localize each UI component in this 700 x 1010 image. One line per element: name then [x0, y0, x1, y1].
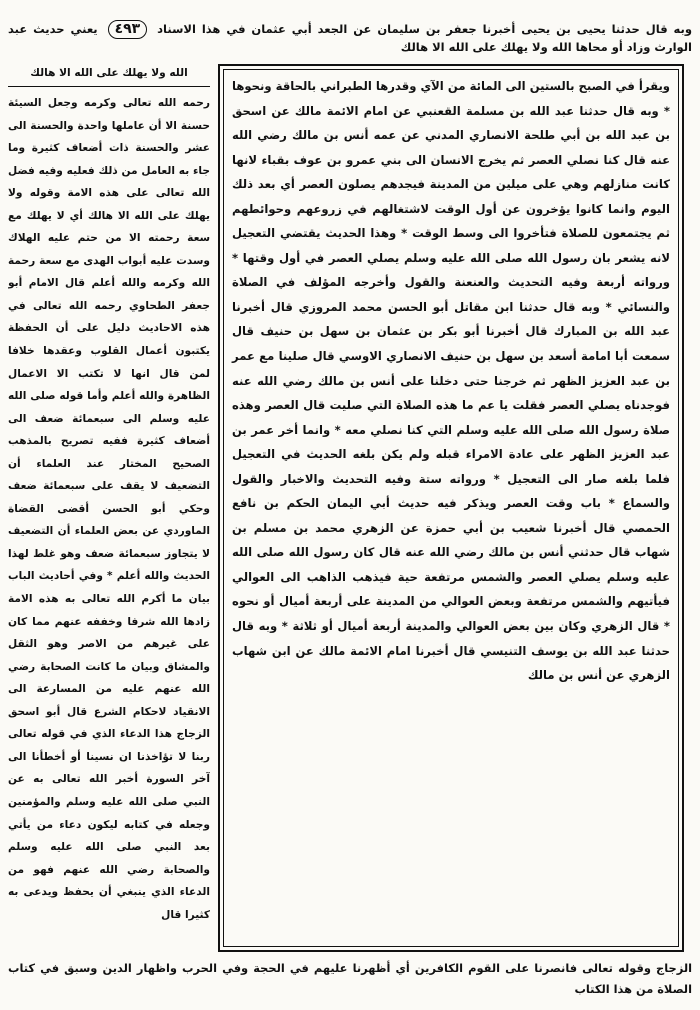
main-commentary-text: ويقرأ في الصبح بالستين الى المائة من الآي وقدرها الطبراني بالحاقة ونحوها * وبه قال حدثنا عبد الله بن مسلمة القعنبي عن امام الائمة مالك عن اسحق بن عبد الله بن أبي طلحة الانصاري المدني عن عمه أنس بن مالك رضي الله عنه قال كنا نصلي العصر ثم يخرج الانسان الى بني عمرو بن عوف بقباء لانها كانت منازلهم وهي على ميلين من المدينة فيجدهم يصلون العصر أي بعد ذلك اليوم وانما كانوا يؤخرون عن أول الوقت لاشتغالهم في زروعهم وحوائطهم ثم يجتمعون للصلاة فتأخروا الى وسط الوقت * وهذا الحديث يقتضي التعجيل لانه يشعر بان رسول الله صلى الله عليه وسلم يصلي العصر في أول وقتها * ورواته أربعة وفيه التحديث والعنعنة والقول وأخرجه المؤلف في الصلاة والنسائي * وبه قال حدثنا ابن مقاتل أبو الحسن محمد المروزي قال أخبرنا عبد الله بن المبارك قال أخبرنا أبو بكر بن عثمان بن سهل بن حنيف قال سمعت أبا امامة أسعد بن سهل بن حنيف الانصاري الاوسي قال صلينا مع عمر بن عبد العزيز الظهر ثم خرجنا حتى دخلنا على أنس بن مالك رضي الله عنه فوجدناه يصلي العصر فقلت يا عم ما هذه الصلاة التي صليت قال العصر وهذه صلاة رسول الله صلى الله عليه وسلم التي كنا نصلي معه * وانما أخر عمر بن عبد العزيز الظهر على عادة الامراء قبله ولم يكن بلغه الحديث في التعجيل فلما بلغه صار الى التعجيل * ورواته ستة وفيه التحديث والاخبار والقول والسماع * باب وقت العصر ويذكر فيه حديث أبي اليمان الحكم بن نافع الحمصي قال أخبرنا شعيب بن أبي حمزة عن الزهري محمد بن مسلم بن شهاب قال حدثني أنس بن مالك رضي الله عنه قال كان رسول الله صلى الله عليه وسلم يصلي العصر والشمس مرتفعة حية فيذهب الذاهب الى العوالي فيأتيهم والشمس مرتفعة وبعض العوالي من المدينة على أربعة أميال أو نحوه * قال الزهري وكان بين بعض العوالي والمدينة أربعة أميال أو ثلاثة * وبه قال حدثنا عبد الله بن يوسف التنيسي قال أخبرنا امام الائمة مالك عن ابن شهاب الزهري عن أنس بن مالك: [232, 79, 670, 683]
side-column: [8, 92, 210, 952]
running-title-before: وبه قال حدثنا يحيى بن يحيى أخبرنا جعفر بن سليمان عن الجعد أبي عثمان في هذا الاسناد: [157, 22, 692, 36]
running-title-after: يعني حديث عبد الوارث وزاد أو محاها الله ولا يهلك على الله الا هالك: [8, 22, 692, 54]
side-column-header: الله ولا يهلك على الله الا هالك: [8, 62, 210, 87]
page-number: ٤٩٣: [108, 20, 148, 39]
running-header: [8, 20, 692, 58]
footer-text: الزجاج وقوله تعالى فانصرنا على القوم الكافرين أي أظهرنا عليهم في الحجة وفي الحرب واظهار الدين وسبق في كتاب الصلاة من هذا الكتاب: [8, 961, 692, 996]
main-text-frame: [218, 64, 684, 952]
side-commentary-text: رحمه الله تعالى وكرمه وجعل السيئة حسنة الا أن عاملها واحدة والحسنة الى عشر والحسنة ذات أضعاف كثيرة وما جاء به العامل من ذلك فعليه وفيه فضل الله تعالى على هذه الامة وقوله ولا يهلك على الله الا هالك أي لا يهلك مع سعة رحمته الا من حتم عليه الهلاك وسدت عليه أبواب الهدى مع سعة رحمة الله وكرمه والله أعلم قال الامام أبو جعفر الطحاوي رحمه الله تعالى في هذه الاحاديث دليل على أن الحفظة يكتبون أعمال القلوب وعقدها خلافا لمن قال انها لا تكتب الا الاعمال الظاهرة والله أعلم وأما قوله صلى الله عليه وسلم الى سبعمائة ضعف الى أضعاف كثيرة ففيه تصريح بالمذهب الصحيح المختار عند العلماء أن التضعيف لا يقف على سبعمائة ضعف وحكي أبو الحسن أقضى القضاة الماوردي عن بعض العلماء أن التضعيف لا يتجاوز سبعمائة ضعف وهو غلط لهذا الحديث والله أعلم * وفي أحاديث الباب بيان ما أكرم الله تعالى به هذه الامة زادها الله شرفا وخففه عنهم مما كان على غيرهم من الاصر وهو الثقل والمشاق وبيان ما كانت الصحابة رضي الله عنهم عليه من المسارعة الى الانقياد لاحكام الشرع قال أبو اسحق الزجاج هذا الدعاء الذي في قوله تعالى ربنا لا تؤاخذنا ان نسينا أو أخطأنا الى آخر السورة أخبر الله تعالى به عن النبي صلى الله عليه وسلم والمؤمنين وجعله في كتابه ليكون دعاء من يأتي بعد النبي صلى الله عليه وسلم والصحابة رضي الله عنهم فهو من الدعاء الذي ينبغي أن يحفظ ويدعى به كثيرا قال: [8, 97, 210, 921]
